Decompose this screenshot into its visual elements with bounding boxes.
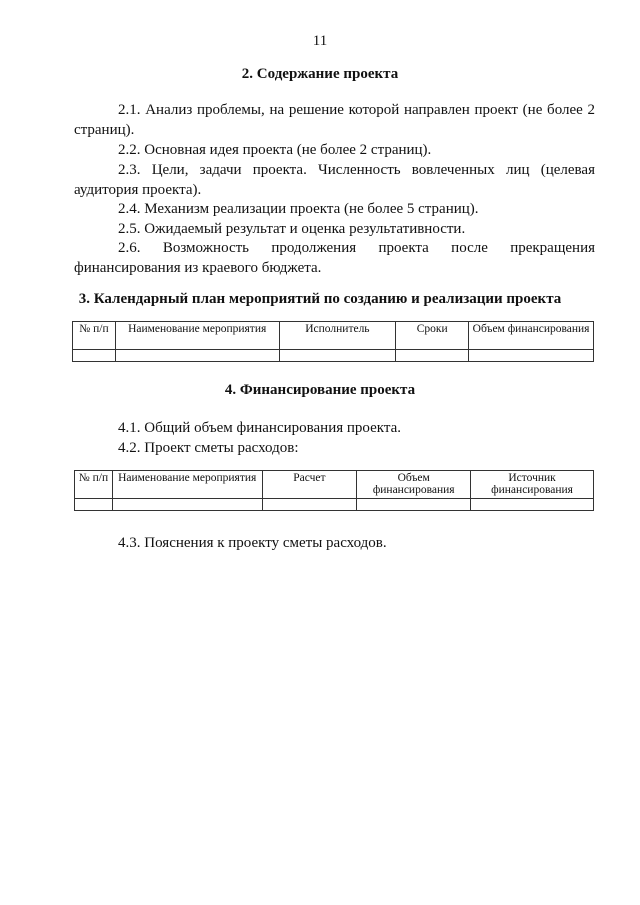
item-4-1: 4.1. Общий объем финансирования проекта. xyxy=(118,420,401,436)
table-row xyxy=(73,350,594,362)
section-4-heading: 4. Финансирование проекта xyxy=(224,382,416,398)
calendar-plan-table xyxy=(72,321,594,362)
section-2-heading: 2. Содержание проекта xyxy=(241,66,399,82)
col-executor: Исполнитель xyxy=(279,322,396,350)
table-header-row xyxy=(75,471,594,499)
col-terms: Сроки xyxy=(396,322,469,350)
table-header-row xyxy=(73,322,594,350)
budget-estimate-table xyxy=(74,470,594,511)
item-2-5: 2.5. Ожидаемый результат и оценка результативности. xyxy=(118,221,466,237)
item-2-1: 2.1. Анализ проблемы, на решение которой направлен проект (не более 2 страниц). xyxy=(74,102,595,138)
table-row xyxy=(75,499,594,511)
col-event-name: Наименование мероприятия xyxy=(112,471,262,499)
item-2-6: 2.6. Возможность продолжения проекта после прекращения финансирования из краевого бюджета. xyxy=(74,240,595,276)
col-funding-source: Источник финансирования xyxy=(471,471,594,499)
item-4-2: 4.2. Проект сметы расходов: xyxy=(118,440,299,456)
item-4-3: 4.3. Пояснения к проекту сметы расходов. xyxy=(118,535,387,551)
page-number: 11 xyxy=(312,33,328,49)
section-3-heading: 3. Календарный план мероприятий по созданию и реализации проекта xyxy=(78,291,562,307)
col-number: № п/п xyxy=(73,322,116,350)
item-2-2: 2.2. Основная идея проекта (не более 2 страниц). xyxy=(118,142,432,158)
item-2-3: 2.3. Цели, задачи проекта. Численность вовлеченных лиц (целевая аудитория проекта). xyxy=(74,162,595,198)
col-funding-volume: Объем финансирования xyxy=(357,471,471,499)
col-calculation: Расчет xyxy=(262,471,357,499)
col-funding-volume: Объем финансирования xyxy=(469,322,594,350)
col-number: № п/п xyxy=(75,471,113,499)
col-event-name: Наименование мероприятия xyxy=(115,322,279,350)
item-2-4: 2.4. Механизм реализации проекта (не более 5 страниц). xyxy=(118,201,479,217)
